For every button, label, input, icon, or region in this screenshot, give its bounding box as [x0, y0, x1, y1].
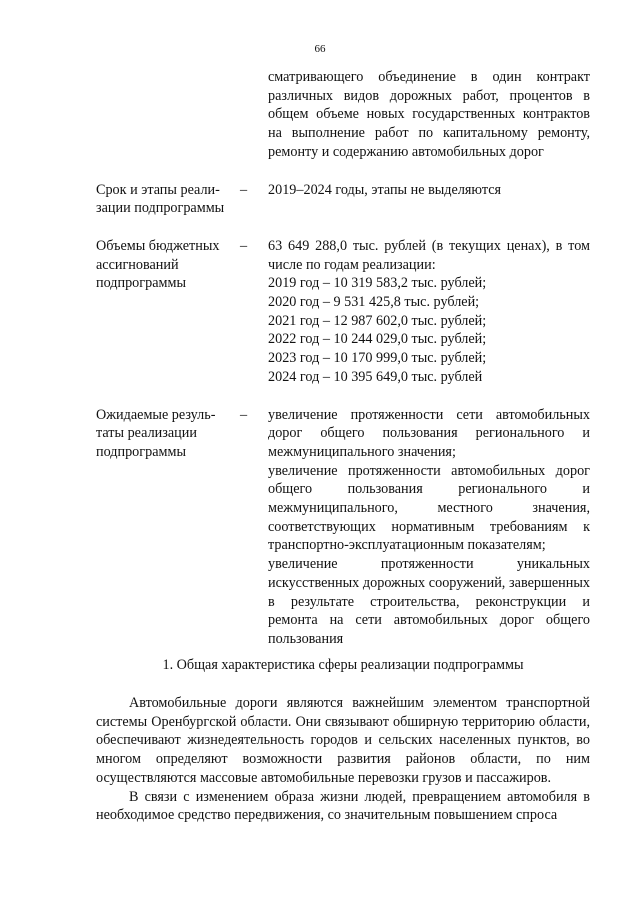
passport-row-results	[96, 406, 590, 649]
budget-year-2024: 2024 год – 10 395 649,0 тыс. рублей	[268, 368, 483, 385]
section-body	[96, 694, 590, 825]
body-paragraph: Автомобильные дороги являются важнейшим элементом транспортной системы Оренбургской области. Они связывают обширную территорию области, обеспечивают жизнедеятельность городов и сельских населенных пунктов, во многом определяют возможности развития районов области, по ним осуществляются массовые автомобильные перевозки грузов и пассажиров.	[96, 695, 590, 786]
budget-year-2021: 2021 год – 12 987 602,0 тыс. рублей;	[268, 312, 487, 329]
budget-total: 63 649 288,0 тыс. рублей (в текущих ценах), в том числе по годам реализации:	[268, 237, 590, 273]
result-item: увеличение протяженности сети автомобильных дорог общего пользования регионального и межмуниципального значения;	[268, 406, 590, 460]
passport-label-term: Срок и этапы реали- зации подпрограммы	[96, 181, 225, 217]
passport-row-indicators-continuation	[96, 68, 590, 162]
passport-label-budget: Объемы бюджетных ассигнований подпрограммы	[96, 237, 220, 292]
budget-year-2022: 2022 год – 10 244 029,0 тыс. рублей;	[268, 331, 487, 348]
result-item: увеличение протяженности автомобильных дорог общего пользования регионального и межмуниципального, местного значения, соответствующих нормативным требованиям к транспортно-эксплуатационным показателям;	[268, 462, 590, 554]
budget-year-2019: 2019 год – 10 319 583,2 тыс. рублей;	[268, 275, 487, 292]
passport-value-results	[268, 406, 590, 649]
passport-table	[96, 68, 590, 649]
result-item: увеличение протяженности уникальных искусственных дорожных сооружений, завершенных в результате строительства, реконструкции и ремонта на сети автомобильных дорог общего пользования	[268, 556, 590, 647]
budget-year-2020: 2020 год – 9 531 425,8 тыс. рублей;	[268, 294, 480, 311]
budget-year-2023: 2023 год – 10 170 999,0 тыс. рублей;	[268, 350, 487, 367]
page-number: 66	[314, 43, 326, 55]
passport-label-results: Ожидаемые резуль- таты реализации подпрограммы	[96, 406, 216, 460]
passport-row-term	[96, 181, 590, 218]
passport-dash-budget: –	[240, 237, 248, 254]
body-paragraph: В связи с изменением образа жизни людей, превращением автомобиля в необходимое средство передвижения, со значительным повышением спроса	[96, 788, 590, 824]
passport-value-term: 2019–2024 годы, этапы не выделяются	[268, 181, 502, 198]
passport-value-indicators-continuation: сматривающего объединение в один контракт различных видов дорожных работ, процентов в общем объеме новых государственных контрактов на выполнение работ по капитальному ремонту, ремонту и содержанию автомобильных дорог	[268, 69, 590, 160]
passport-dash-results: –	[240, 406, 248, 423]
passport-value-budget	[268, 237, 590, 387]
section-heading: 1. Общая характеристика сферы реализации подпрограммы	[162, 657, 524, 673]
passport-dash-term: –	[240, 181, 248, 198]
passport-row-budget	[96, 237, 590, 387]
